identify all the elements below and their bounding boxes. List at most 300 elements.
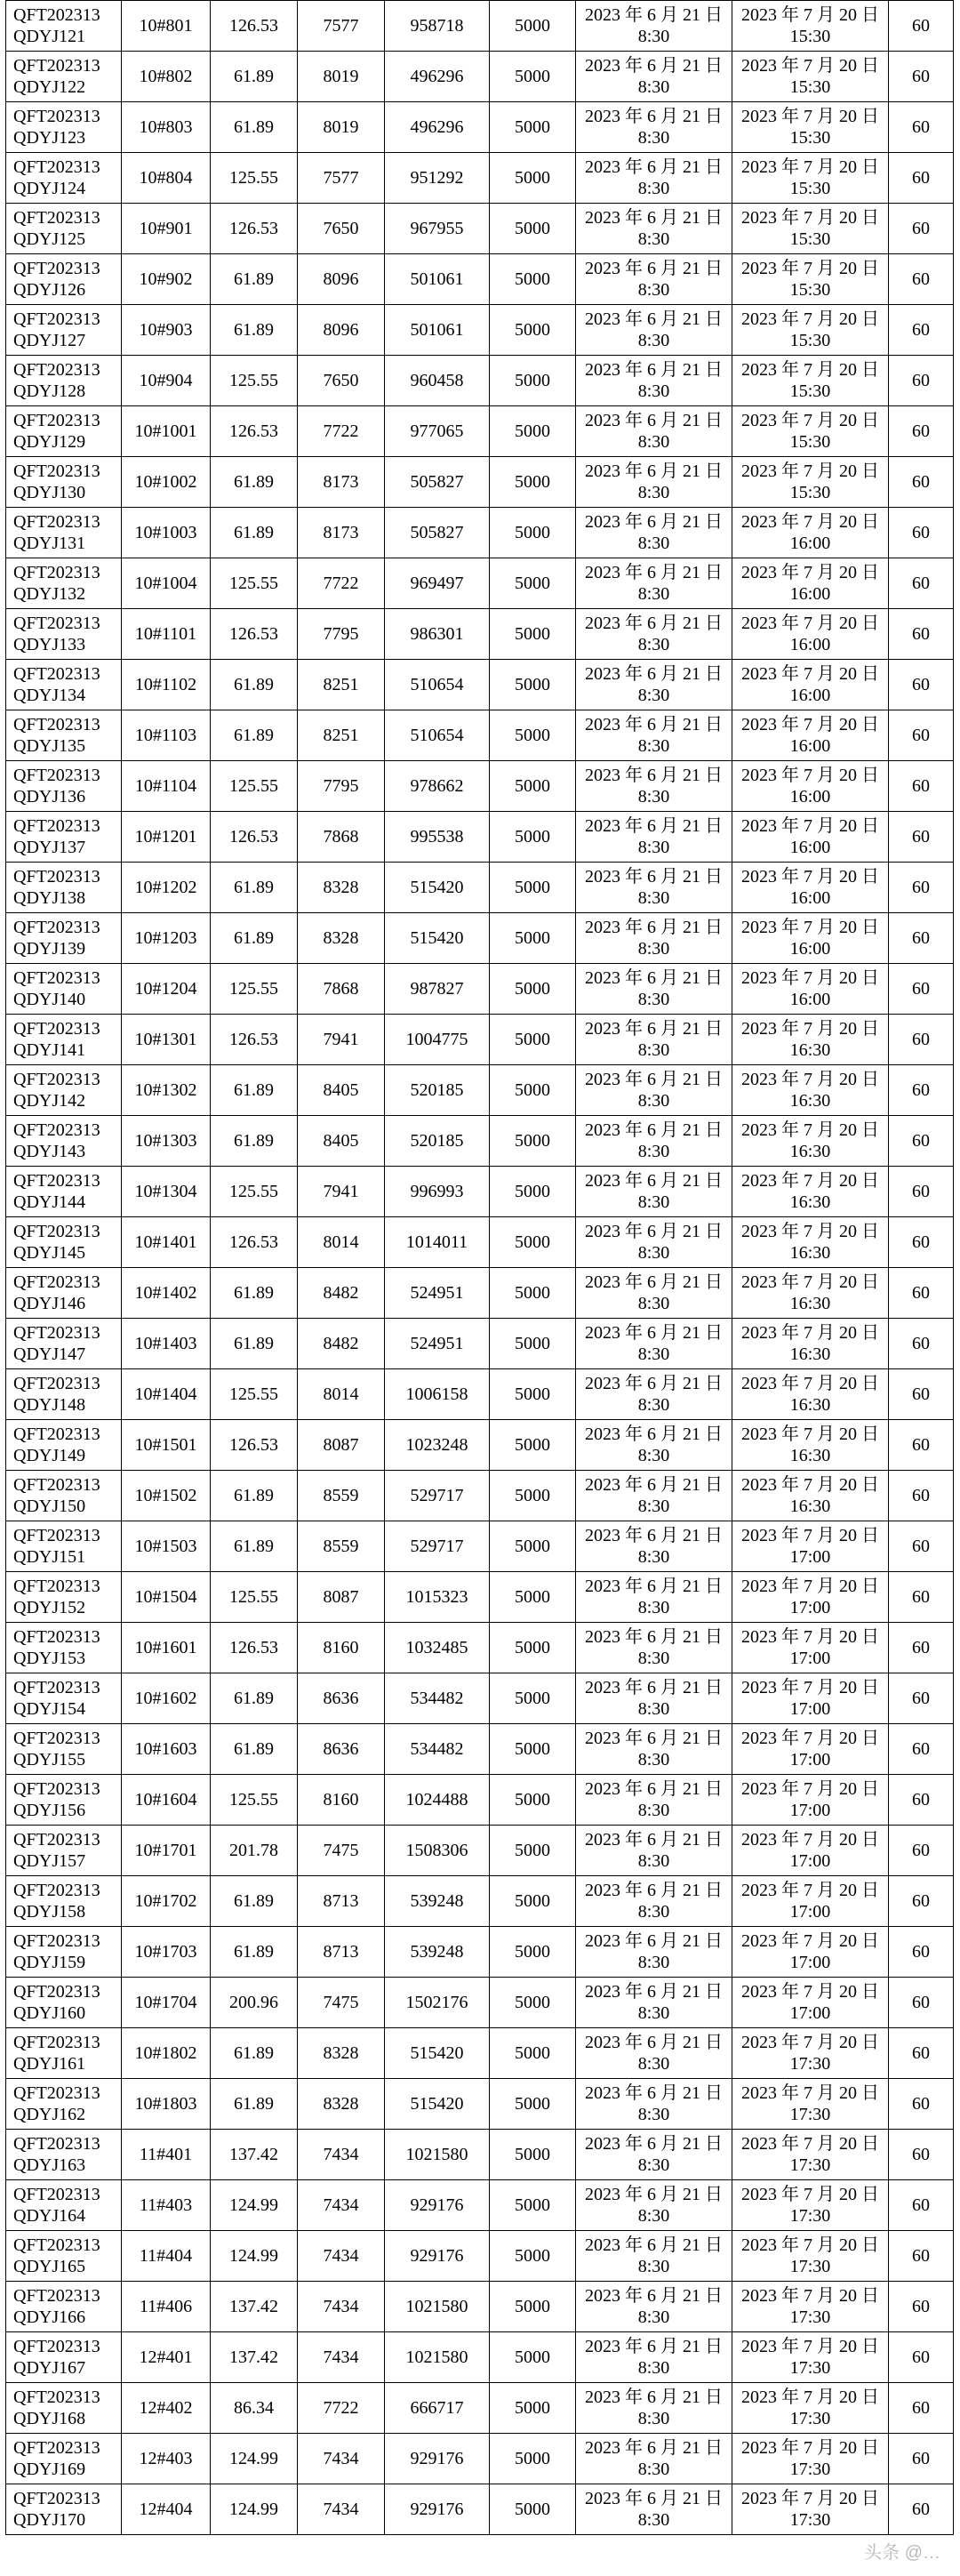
cell-days: 60	[889, 1724, 954, 1775]
cert-line-2: QDYJ155	[13, 1750, 86, 1769]
cell-room: 10#1604	[122, 1775, 211, 1826]
cell-unit-price: 8096	[298, 305, 385, 356]
cell-room: 12#401	[122, 2332, 211, 2383]
start-date: 2023 年 6 月 21 日	[585, 664, 723, 684]
cert-line-2: QDYJ159	[13, 1953, 86, 1972]
cell-deposit: 5000	[490, 2332, 576, 2383]
cell-unit-price: 7434	[298, 2231, 385, 2282]
cell-area: 137.42	[211, 2282, 298, 2332]
cert-line-1: QFT202313	[13, 867, 100, 887]
end-date: 2023 年 7 月 20 日	[741, 1577, 879, 1596]
cell-total-price: 1021580	[385, 2332, 490, 2383]
cell-room: 12#403	[122, 2434, 211, 2484]
cell-deposit: 5000	[490, 2180, 576, 2231]
end-date: 2023 年 7 月 20 日	[741, 1475, 879, 1495]
cell-days: 60	[889, 305, 954, 356]
cell-start-datetime	[576, 2383, 732, 2434]
start-time: 8:30	[637, 2155, 670, 2175]
cell-cert-no	[6, 204, 122, 254]
cell-total-price: 960458	[385, 356, 490, 406]
table-row	[6, 1065, 954, 1116]
cell-deposit: 5000	[490, 2231, 576, 2282]
cert-line-2: QDYJ146	[13, 1294, 86, 1313]
end-time: 17:00	[789, 1547, 831, 1567]
cell-cert-no	[6, 305, 122, 356]
cell-area: 61.89	[211, 1673, 298, 1724]
table-row	[6, 964, 954, 1015]
cell-area: 126.53	[211, 406, 298, 457]
start-date: 2023 年 6 月 21 日	[585, 2235, 723, 2255]
table-row	[6, 1420, 954, 1471]
end-date: 2023 年 7 月 20 日	[741, 1171, 879, 1191]
cell-cert-no	[6, 1420, 122, 1471]
cell-room: 10#1001	[122, 406, 211, 457]
cell-area: 61.89	[211, 1927, 298, 1978]
cell-total-price: 510654	[385, 710, 490, 761]
cert-line-2: QDYJ139	[13, 939, 86, 959]
table-row	[6, 254, 954, 305]
cell-end-datetime	[732, 406, 889, 457]
cell-total-price: 1502176	[385, 1978, 490, 2028]
cell-start-datetime	[576, 2079, 732, 2130]
start-date: 2023 年 6 月 21 日	[585, 918, 723, 937]
cell-start-datetime	[576, 609, 732, 660]
cell-deposit: 5000	[490, 2484, 576, 2535]
end-time: 17:30	[789, 2155, 831, 2175]
end-date: 2023 年 7 月 20 日	[741, 1830, 879, 1850]
cell-days: 60	[889, 609, 954, 660]
cell-days: 60	[889, 1268, 954, 1319]
cell-room: 12#404	[122, 2484, 211, 2535]
cell-days: 60	[889, 2130, 954, 2180]
table-body	[6, 1, 954, 2535]
cell-deposit: 5000	[490, 406, 576, 457]
cert-line-2: QDYJ122	[13, 77, 86, 97]
start-time: 8:30	[637, 2409, 670, 2428]
start-date: 2023 年 6 月 21 日	[585, 5, 723, 25]
start-date: 2023 年 6 月 21 日	[585, 867, 723, 887]
start-time: 8:30	[637, 1699, 670, 1719]
cell-start-datetime	[576, 1268, 732, 1319]
start-date: 2023 年 6 月 21 日	[585, 1577, 723, 1596]
cell-area: 61.89	[211, 52, 298, 102]
cell-end-datetime	[732, 913, 889, 964]
end-date: 2023 年 7 月 20 日	[741, 360, 879, 380]
cell-unit-price: 8328	[298, 863, 385, 913]
cell-start-datetime	[576, 1775, 732, 1826]
start-time: 8:30	[637, 888, 670, 908]
end-time: 16:00	[789, 838, 831, 857]
cell-cert-no	[6, 2383, 122, 2434]
cert-line-1: QFT202313	[13, 208, 100, 228]
table-row	[6, 1167, 954, 1217]
cell-room: 10#801	[122, 1, 211, 52]
end-time: 17:30	[789, 2460, 831, 2479]
cell-room: 10#1204	[122, 964, 211, 1015]
cell-end-datetime	[732, 863, 889, 913]
cell-end-datetime	[732, 609, 889, 660]
cell-end-datetime	[732, 1167, 889, 1217]
end-date: 2023 年 7 月 20 日	[741, 2185, 879, 2204]
cell-total-price: 995538	[385, 812, 490, 863]
cell-unit-price: 8559	[298, 1471, 385, 1521]
cell-room: 10#1404	[122, 1369, 211, 1420]
start-time: 8:30	[637, 1649, 670, 1668]
cell-start-datetime	[576, 558, 732, 609]
table-row	[6, 1521, 954, 1572]
cell-total-price: 1021580	[385, 2130, 490, 2180]
cell-days: 60	[889, 1319, 954, 1369]
cert-line-2: QDYJ129	[13, 432, 86, 452]
cert-line-2: QDYJ144	[13, 1192, 86, 1212]
start-date: 2023 年 6 月 21 日	[585, 614, 723, 633]
cert-line-2: QDYJ130	[13, 483, 86, 502]
cell-cert-no	[6, 1268, 122, 1319]
table-row	[6, 1015, 954, 1065]
cell-total-price: 524951	[385, 1319, 490, 1369]
cell-deposit: 5000	[490, 761, 576, 812]
cert-line-2: QDYJ134	[13, 686, 86, 705]
cell-total-price: 666717	[385, 2383, 490, 2434]
cert-line-1: QFT202313	[13, 1171, 100, 1191]
cell-start-datetime	[576, 356, 732, 406]
table-row	[6, 1471, 954, 1521]
cell-end-datetime	[732, 254, 889, 305]
end-date: 2023 年 7 月 20 日	[741, 2387, 879, 2407]
start-time: 8:30	[637, 2257, 670, 2276]
cell-room: 10#1402	[122, 1268, 211, 1319]
cell-start-datetime	[576, 1521, 732, 1572]
table-row	[6, 2180, 954, 2231]
cell-end-datetime	[732, 305, 889, 356]
start-time: 8:30	[637, 584, 670, 604]
cell-unit-price: 8636	[298, 1724, 385, 1775]
cell-unit-price: 8251	[298, 710, 385, 761]
cell-total-price: 529717	[385, 1471, 490, 1521]
cert-line-2: QDYJ151	[13, 1547, 86, 1567]
cell-start-datetime	[576, 1927, 732, 1978]
cell-end-datetime	[732, 1724, 889, 1775]
cell-end-datetime	[732, 761, 889, 812]
cell-unit-price: 7577	[298, 1, 385, 52]
cert-line-1: QFT202313	[13, 1577, 100, 1596]
cell-days: 60	[889, 1167, 954, 1217]
table-row	[6, 2282, 954, 2332]
cell-total-price: 501061	[385, 305, 490, 356]
start-time: 8:30	[637, 1902, 670, 1922]
end-date: 2023 年 7 月 20 日	[741, 2286, 879, 2306]
end-date: 2023 年 7 月 20 日	[741, 1931, 879, 1951]
cell-area: 126.53	[211, 1, 298, 52]
cell-deposit: 5000	[490, 356, 576, 406]
end-date: 2023 年 7 月 20 日	[741, 1526, 879, 1545]
cell-deposit: 5000	[490, 2130, 576, 2180]
end-time: 17:00	[789, 1598, 831, 1617]
cell-days: 60	[889, 1775, 954, 1826]
cell-days: 60	[889, 1217, 954, 1268]
start-date: 2023 年 6 月 21 日	[585, 1779, 723, 1799]
cell-unit-price: 7722	[298, 406, 385, 457]
cert-line-2: QDYJ136	[13, 787, 86, 807]
cell-deposit: 5000	[490, 254, 576, 305]
cell-cert-no	[6, 2484, 122, 2535]
cell-total-price: 1015323	[385, 1572, 490, 1623]
cell-unit-price: 7722	[298, 558, 385, 609]
cell-cert-no	[6, 1724, 122, 1775]
cert-line-2: QDYJ140	[13, 990, 86, 1009]
start-time: 8:30	[637, 1598, 670, 1617]
cell-unit-price: 7434	[298, 2484, 385, 2535]
cell-end-datetime	[732, 1319, 889, 1369]
cell-end-datetime	[732, 52, 889, 102]
end-time: 15:30	[789, 27, 831, 46]
cell-unit-price: 8160	[298, 1623, 385, 1673]
start-date: 2023 年 6 月 21 日	[585, 2387, 723, 2407]
cell-unit-price: 7650	[298, 356, 385, 406]
cell-deposit: 5000	[490, 1471, 576, 1521]
cell-room: 10#1002	[122, 457, 211, 508]
cell-deposit: 5000	[490, 2079, 576, 2130]
cell-end-datetime	[732, 2028, 889, 2079]
end-date: 2023 年 7 月 20 日	[741, 1323, 879, 1343]
cell-start-datetime	[576, 2231, 732, 2282]
cell-cert-no	[6, 609, 122, 660]
cell-unit-price: 8328	[298, 2079, 385, 2130]
cert-line-1: QFT202313	[13, 1424, 100, 1444]
cell-area: 201.78	[211, 1826, 298, 1876]
cert-line-1: QFT202313	[13, 360, 100, 380]
cell-start-datetime	[576, 812, 732, 863]
cell-cert-no	[6, 153, 122, 204]
end-date: 2023 年 7 月 20 日	[741, 563, 879, 582]
start-date: 2023 年 6 月 21 日	[585, 2489, 723, 2508]
end-date: 2023 年 7 月 20 日	[741, 664, 879, 684]
end-date: 2023 年 7 月 20 日	[741, 208, 879, 228]
end-date: 2023 年 7 月 20 日	[741, 1729, 879, 1748]
cert-line-2: QDYJ148	[13, 1395, 86, 1415]
cell-room: 10#901	[122, 204, 211, 254]
cell-end-datetime	[732, 558, 889, 609]
cell-unit-price: 8087	[298, 1420, 385, 1471]
cell-start-datetime	[576, 913, 732, 964]
end-date: 2023 年 7 月 20 日	[741, 1678, 879, 1697]
cell-area: 61.89	[211, 2028, 298, 2079]
cell-end-datetime	[732, 2180, 889, 2231]
cell-total-price: 929176	[385, 2231, 490, 2282]
cell-unit-price: 7434	[298, 2180, 385, 2231]
cell-unit-price: 7434	[298, 2434, 385, 2484]
cell-end-datetime	[732, 1978, 889, 2028]
table-row	[6, 761, 954, 812]
end-time: 17:00	[789, 1649, 831, 1668]
cert-line-2: QDYJ168	[13, 2409, 86, 2428]
cell-cert-no	[6, 1, 122, 52]
cell-area: 126.53	[211, 1623, 298, 1673]
cell-cert-no	[6, 102, 122, 153]
table-row	[6, 2028, 954, 2079]
cell-unit-price: 8482	[298, 1268, 385, 1319]
cell-area: 61.89	[211, 1268, 298, 1319]
cell-room: 11#401	[122, 2130, 211, 2180]
start-date: 2023 年 6 月 21 日	[585, 56, 723, 76]
cell-start-datetime	[576, 1319, 732, 1369]
end-date: 2023 年 7 月 20 日	[741, 56, 879, 76]
cell-end-datetime	[732, 1927, 889, 1978]
cell-cert-no	[6, 1673, 122, 1724]
end-time: 17:00	[789, 1750, 831, 1769]
end-time: 17:30	[789, 2307, 831, 2327]
cell-end-datetime	[732, 1471, 889, 1521]
start-date: 2023 年 6 月 21 日	[585, 1070, 723, 1089]
start-date: 2023 年 6 月 21 日	[585, 461, 723, 481]
cell-cert-no	[6, 1065, 122, 1116]
cell-deposit: 5000	[490, 1, 576, 52]
cell-days: 60	[889, 356, 954, 406]
table-row	[6, 1, 954, 52]
end-time: 17:00	[789, 1902, 831, 1922]
cell-total-price: 501061	[385, 254, 490, 305]
end-time: 16:30	[789, 1091, 831, 1111]
cert-line-1: QFT202313	[13, 411, 100, 430]
cell-end-datetime	[732, 710, 889, 761]
start-time: 8:30	[637, 1446, 670, 1465]
cell-unit-price: 7577	[298, 153, 385, 204]
cell-end-datetime	[732, 1217, 889, 1268]
cell-end-datetime	[732, 2231, 889, 2282]
start-time: 8:30	[637, 2003, 670, 2023]
end-time: 15:30	[789, 77, 831, 97]
cell-cert-no	[6, 508, 122, 558]
cert-line-1: QFT202313	[13, 1526, 100, 1545]
cell-room: 10#1003	[122, 508, 211, 558]
start-date: 2023 年 6 月 21 日	[585, 1374, 723, 1393]
end-date: 2023 年 7 月 20 日	[741, 715, 879, 734]
cell-unit-price: 8559	[298, 1521, 385, 1572]
start-time: 8:30	[637, 331, 670, 350]
cell-days: 60	[889, 1673, 954, 1724]
cell-end-datetime	[732, 1775, 889, 1826]
cell-total-price: 977065	[385, 406, 490, 457]
cell-cert-no	[6, 1167, 122, 1217]
cell-deposit: 5000	[490, 1217, 576, 1268]
cell-area: 125.55	[211, 964, 298, 1015]
cell-days: 60	[889, 1116, 954, 1167]
watermark: 头条 @…	[864, 2543, 940, 2563]
start-time: 8:30	[637, 1344, 670, 1364]
end-date: 2023 年 7 月 20 日	[741, 512, 879, 532]
cell-start-datetime	[576, 204, 732, 254]
cell-area: 125.55	[211, 1369, 298, 1420]
cell-cert-no	[6, 1572, 122, 1623]
cell-start-datetime	[576, 153, 732, 204]
end-date: 2023 年 7 月 20 日	[741, 614, 879, 633]
cell-cert-no	[6, 2434, 122, 2484]
cell-start-datetime	[576, 406, 732, 457]
cell-deposit: 5000	[490, 1623, 576, 1673]
cell-days: 60	[889, 1369, 954, 1420]
cell-room: 10#804	[122, 153, 211, 204]
cell-deposit: 5000	[490, 1116, 576, 1167]
cert-line-1: QFT202313	[13, 1627, 100, 1647]
cert-line-1: QFT202313	[13, 107, 100, 126]
cert-line-1: QFT202313	[13, 2438, 100, 2458]
cell-deposit: 5000	[490, 609, 576, 660]
end-date: 2023 年 7 月 20 日	[741, 867, 879, 887]
cell-area: 61.89	[211, 1724, 298, 1775]
cell-cert-no	[6, 254, 122, 305]
table-row	[6, 406, 954, 457]
cell-start-datetime	[576, 1, 732, 52]
cell-cert-no	[6, 2028, 122, 2079]
cell-unit-price: 8405	[298, 1116, 385, 1167]
cell-room: 10#1704	[122, 1978, 211, 2028]
cell-total-price: 1508306	[385, 1826, 490, 1876]
cell-area: 61.89	[211, 1876, 298, 1927]
cert-line-2: QDYJ143	[13, 1142, 86, 1161]
cert-line-1: QFT202313	[13, 1931, 100, 1951]
cell-days: 60	[889, 2180, 954, 2231]
cell-days: 60	[889, 1826, 954, 1876]
cell-area: 126.53	[211, 812, 298, 863]
cert-line-2: QDYJ127	[13, 331, 86, 350]
cert-line-1: QFT202313	[13, 1120, 100, 1140]
cell-days: 60	[889, 863, 954, 913]
table-row	[6, 1319, 954, 1369]
cell-end-datetime	[732, 1015, 889, 1065]
start-time: 8:30	[637, 432, 670, 452]
cell-total-price: 515420	[385, 2028, 490, 2079]
cell-start-datetime	[576, 2180, 732, 2231]
cert-line-2: QDYJ162	[13, 2105, 86, 2124]
cell-deposit: 5000	[490, 102, 576, 153]
cell-cert-no	[6, 1471, 122, 1521]
end-date: 2023 年 7 月 20 日	[741, 411, 879, 430]
cell-room: 12#402	[122, 2383, 211, 2434]
cell-room: 10#1103	[122, 710, 211, 761]
cell-total-price: 1006158	[385, 1369, 490, 1420]
cell-area: 126.53	[211, 1015, 298, 1065]
end-time: 17:00	[789, 1801, 831, 1820]
cell-deposit: 5000	[490, 660, 576, 710]
cell-days: 60	[889, 102, 954, 153]
cell-total-price: 515420	[385, 863, 490, 913]
cert-line-1: QFT202313	[13, 563, 100, 582]
end-date: 2023 年 7 月 20 日	[741, 1374, 879, 1393]
start-date: 2023 年 6 月 21 日	[585, 2438, 723, 2458]
cell-total-price: 986301	[385, 609, 490, 660]
start-date: 2023 年 6 月 21 日	[585, 1678, 723, 1697]
cell-start-datetime	[576, 1724, 732, 1775]
end-time: 16:30	[789, 1497, 831, 1516]
end-date: 2023 年 7 月 20 日	[741, 259, 879, 278]
start-date: 2023 年 6 月 21 日	[585, 1931, 723, 1951]
end-date: 2023 年 7 月 20 日	[741, 157, 879, 177]
cell-unit-price: 7475	[298, 1978, 385, 2028]
cell-unit-price: 8251	[298, 660, 385, 710]
cell-total-price: 534482	[385, 1673, 490, 1724]
cell-room: 10#1401	[122, 1217, 211, 1268]
cell-deposit: 5000	[490, 204, 576, 254]
cell-total-price: 929176	[385, 2180, 490, 2231]
cell-days: 60	[889, 710, 954, 761]
start-date: 2023 年 6 月 21 日	[585, 715, 723, 734]
cell-total-price: 510654	[385, 660, 490, 710]
cell-days: 60	[889, 660, 954, 710]
table-row	[6, 2231, 954, 2282]
cell-cert-no	[6, 558, 122, 609]
start-date: 2023 年 6 月 21 日	[585, 259, 723, 278]
cell-cert-no	[6, 457, 122, 508]
